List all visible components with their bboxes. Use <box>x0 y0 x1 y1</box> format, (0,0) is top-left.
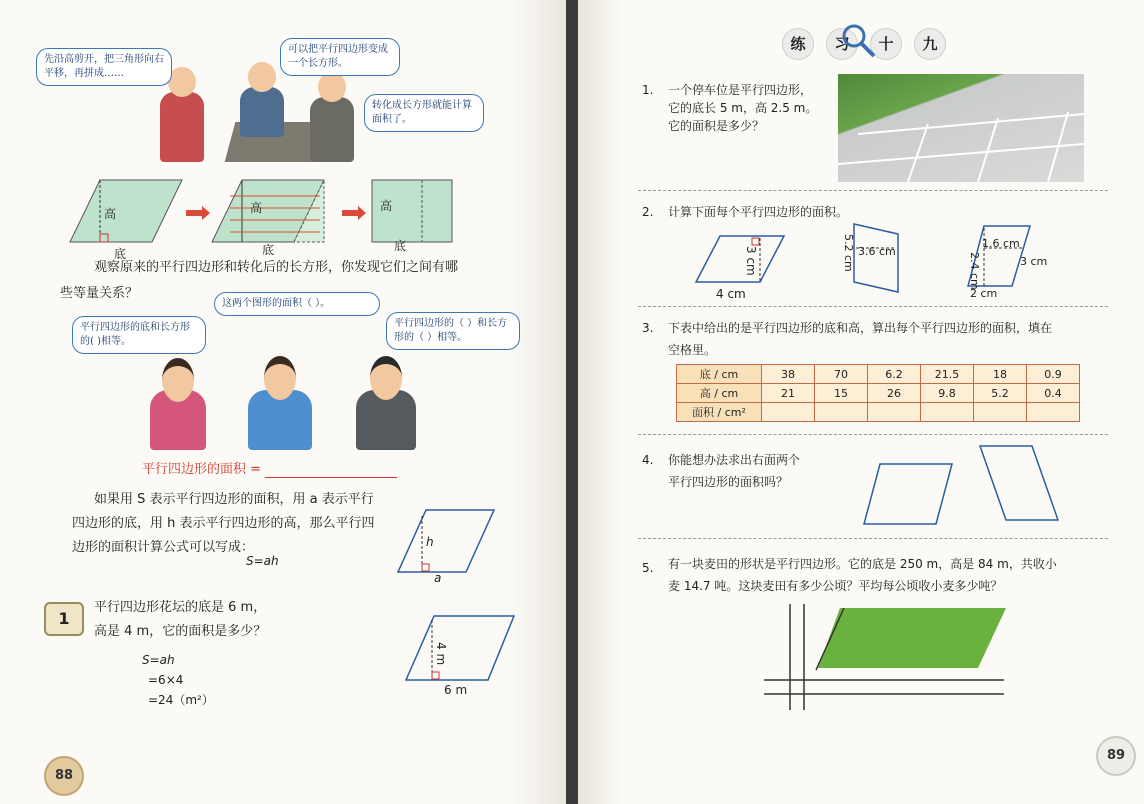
page-number-right: 89 <box>1096 736 1136 776</box>
area-prompt <box>142 458 397 482</box>
divider-1 <box>638 190 1108 191</box>
base-cell: 38 <box>762 365 815 384</box>
base-cell: 0.9 <box>1027 365 1080 384</box>
q2-number: 2. <box>642 205 654 219</box>
q4-parallelogram-2 <box>980 444 1060 524</box>
label-base-1: 底 <box>114 247 127 261</box>
area-cell[interactable] <box>815 403 868 422</box>
speech-bubble-rectangle: 可以把平行四边形变成一个长方形。 <box>280 38 400 76</box>
divider-2 <box>638 306 1108 307</box>
example-parallelogram <box>406 614 516 684</box>
q3-line-2: 空格里。 <box>668 343 717 357</box>
q2-f2-side: 5.2 cm <box>842 234 855 272</box>
speech-bubble-cut: 先沿高剪开，把三角形向右平移，再拼成…… <box>36 48 172 86</box>
area-formula: S=ah <box>246 554 279 568</box>
q2-f3-c: 3 cm <box>1020 255 1048 268</box>
q4-line-2: 平行四边形的面积吗？ <box>668 475 789 489</box>
wheat-field-diagram <box>764 598 1104 710</box>
table-row <box>677 384 1080 403</box>
formula-para-3: 边形的面积计算公式可以写成： <box>72 540 255 555</box>
title-char-3: 十 <box>870 28 902 60</box>
row-label-base: 底 / cm <box>677 365 762 384</box>
q3-line-1: 下表中给出的是平行四边形的底和高，算出每个平行四边形的面积，填在 <box>668 321 1053 335</box>
label-a: a <box>434 571 442 585</box>
divider-4 <box>638 538 1108 539</box>
q2-parallelogram-1 <box>696 234 786 284</box>
transformation-diagram <box>70 176 490 256</box>
children-illustration-top <box>160 62 380 172</box>
example-number-badge <box>44 602 84 636</box>
row-label-area: 面积 / cm² <box>677 403 762 422</box>
height-cell: 9.8 <box>921 384 974 403</box>
title-char-1: 练 <box>782 28 814 60</box>
label-base-3: 底 <box>394 239 407 253</box>
height-cell: 26 <box>868 384 921 403</box>
label-height-3: 高 <box>380 199 393 213</box>
children-illustration-middle <box>150 350 420 450</box>
base-cell: 70 <box>815 365 868 384</box>
q2-f3-d: 2 cm <box>970 287 998 300</box>
q3-table-wrap <box>676 364 1080 422</box>
area-cell[interactable] <box>762 403 815 422</box>
title-char-4: 九 <box>914 28 946 60</box>
q2-f3-b: 2.4 cm <box>968 252 981 290</box>
base-cell: 18 <box>974 365 1027 384</box>
q1-line-3: 它的面积是多少？ <box>668 119 765 133</box>
formula-para-2: 四边形的底，用 h 表示平行四边形的高，那么平行四 <box>72 516 375 531</box>
area-cell[interactable] <box>868 403 921 422</box>
q5-line-1: 有一块麦田的形状是平行四边形。它的底是 250 m，高是 84 m，共收小 <box>668 557 1057 571</box>
q2-f2-height: 3.6 cm <box>858 245 896 258</box>
observe-line-1: 观察原来的平行四边形和转化后的长方形，你发现它们之间有哪 <box>94 260 459 275</box>
height-cell: 21 <box>762 384 815 403</box>
area-cell[interactable] <box>974 403 1027 422</box>
area-prompt-text: 平行四边形的面积 = <box>142 462 262 477</box>
table-row <box>677 365 1080 384</box>
q2-text: 计算下面每个平行四边形的面积。 <box>668 205 849 219</box>
speech-bubble-height: 平行四边形的（ ）和长方形的（ ）相等。 <box>386 312 520 350</box>
height-cell: 15 <box>815 384 868 403</box>
height-cell: 0.4 <box>1027 384 1080 403</box>
divider-3 <box>638 434 1108 435</box>
area-cell[interactable] <box>1027 403 1080 422</box>
q4-line-1: 你能想办法求出右面两个 <box>668 453 801 467</box>
table-row <box>677 403 1080 422</box>
q2-f3-a: 1.6 cm <box>982 237 1020 250</box>
area-answer-blank[interactable] <box>265 461 397 478</box>
q3-number: 3. <box>642 321 654 335</box>
solution-line-2: =6×4 <box>148 673 184 687</box>
base-cell: 6.2 <box>868 365 921 384</box>
label-height-2: 高 <box>250 201 263 215</box>
q1-line-1: 一个停车位是平行四边形， <box>668 83 813 97</box>
example-question-2: 高是 4 m，它的面积是多少？ <box>94 624 267 639</box>
magnifier-icon <box>840 22 880 62</box>
parking-photo <box>838 74 1084 182</box>
title-char-2: 习 <box>826 28 858 60</box>
q2-f1-base: 4 cm <box>716 287 746 301</box>
q4-number: 4. <box>642 453 654 467</box>
q1-line-2: 它的底长 5 m，高 2.5 m。 <box>668 101 818 115</box>
observe-line-2: 些等量关系？ <box>60 286 139 301</box>
q1-number: 1. <box>642 83 654 97</box>
q4-parallelogram-1 <box>864 462 954 526</box>
formula-para-1: 如果用 S 表示平行四边形的面积，用 a 表示平行 <box>94 492 374 507</box>
formula-parallelogram <box>398 508 498 578</box>
label-h: h <box>426 535 434 549</box>
area-cell[interactable] <box>921 403 974 422</box>
left-page <box>0 0 566 804</box>
q5-number: 5. <box>642 561 654 575</box>
speech-bubble-equal-area: 这两个图形的面积（ ）。 <box>214 292 380 316</box>
speech-bubble-calculate: 转化成长方形就能计算面积了。 <box>364 94 484 132</box>
example-question-1: 平行四边形花坛的底是 6 m， <box>94 600 267 615</box>
row-label-height: 高 / cm <box>677 384 762 403</box>
q3-table <box>676 364 1080 422</box>
page-number-left: 88 <box>44 756 84 796</box>
label-four-m: 4 m <box>434 642 448 666</box>
label-base-2: 底 <box>262 243 275 257</box>
label-height-1: 高 <box>104 207 117 221</box>
base-cell: 21.5 <box>921 365 974 384</box>
speech-bubble-base: 平行四边形的底和长方形的( )相等。 <box>72 316 206 354</box>
height-cell: 5.2 <box>974 384 1027 403</box>
q5-line-2: 麦 14.7 吨。这块麦田有多少公顷？平均每公顷收小麦多少吨？ <box>668 579 1003 593</box>
book-gutter <box>566 0 578 804</box>
solution-line-1: S=ah <box>142 653 175 667</box>
solution-line-3: =24（m²） <box>148 693 214 707</box>
label-six-m: 6 m <box>444 683 468 697</box>
right-page <box>578 0 1144 804</box>
q2-f1-height: 3 cm <box>744 246 758 276</box>
example-number: 1 <box>58 609 70 628</box>
